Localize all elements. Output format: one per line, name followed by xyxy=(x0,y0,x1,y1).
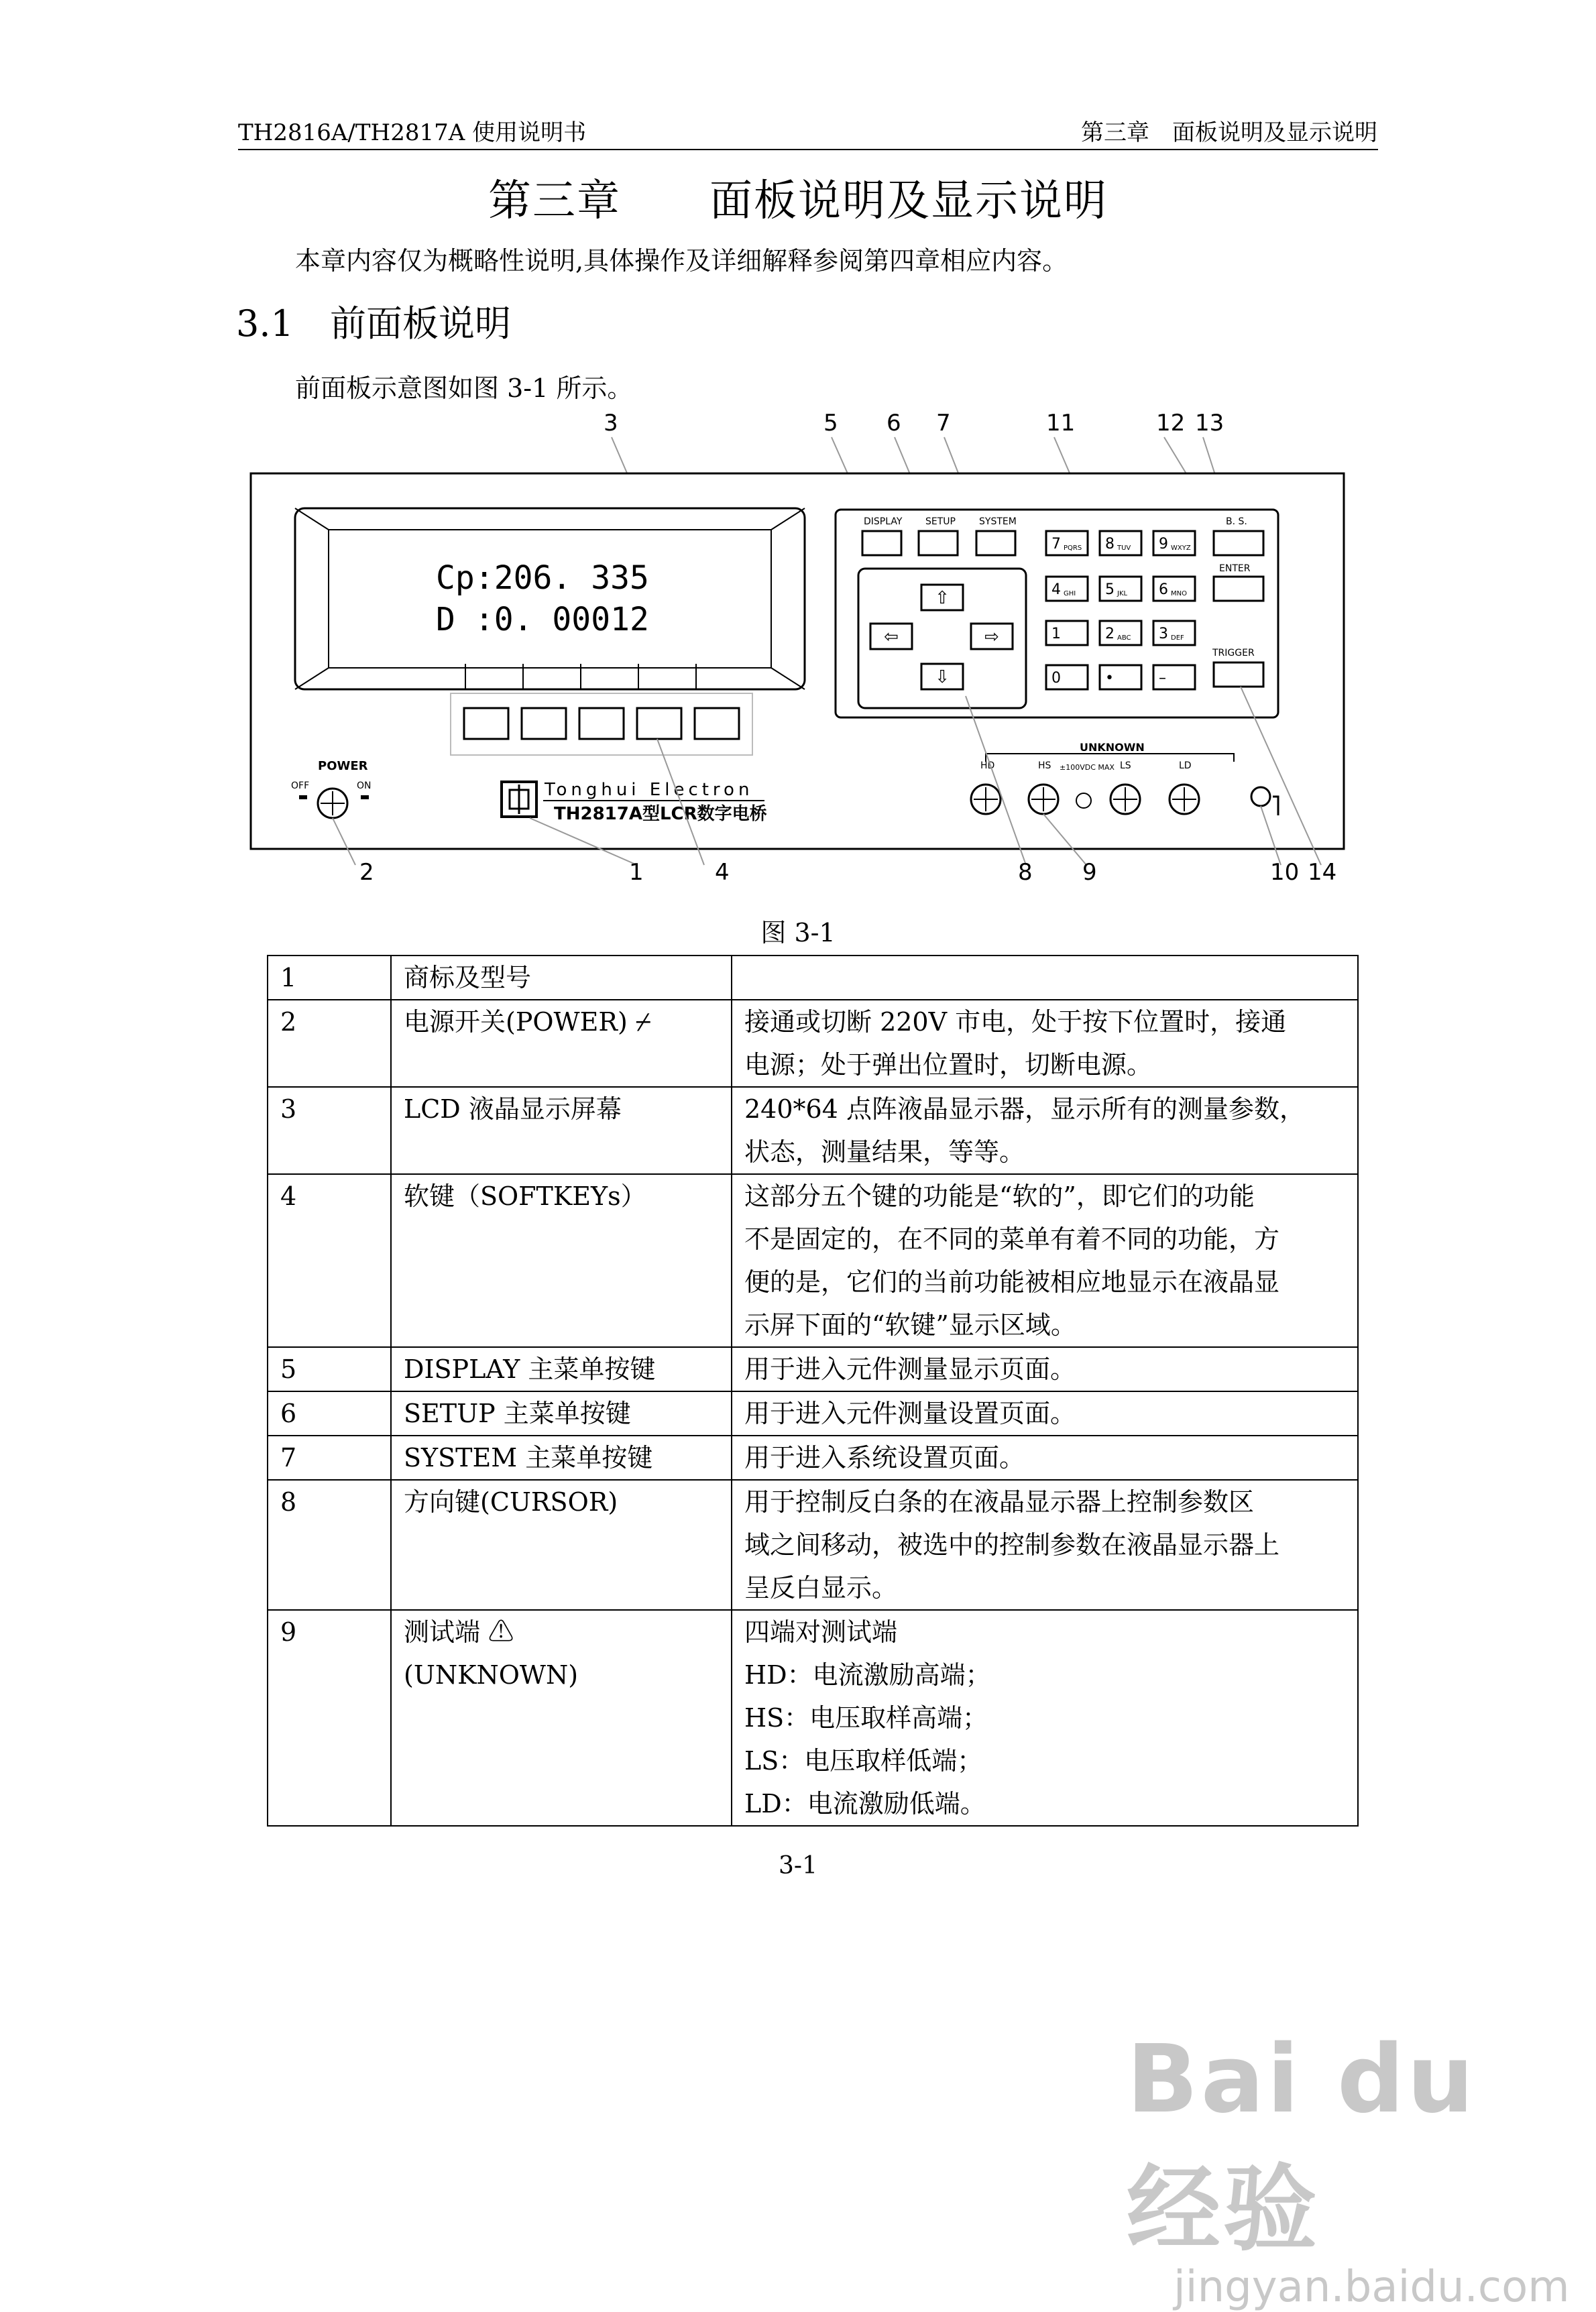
item-name: 电源开关(POWER) ⌿ xyxy=(404,1007,651,1037)
system-key-label: SYSTEM xyxy=(979,516,1017,527)
brand-name: Tonghui Electron xyxy=(545,780,754,800)
item-description-line: 240*64 点阵液晶显示器，显示所有的测量参数， xyxy=(744,1094,1305,1124)
item-description-cell xyxy=(732,1391,1358,1436)
callout-10: 10 xyxy=(1270,859,1300,886)
svg-text:⇧: ⇧ xyxy=(935,588,950,608)
max-voltage-label: ±100VDC MAX xyxy=(1060,763,1115,772)
num-key-digit: 3 xyxy=(1159,626,1168,642)
item-description-line: 便的是，它们的当前功能被相应地显示在液晶显 xyxy=(744,1267,1280,1297)
callout-3: 3 xyxy=(604,410,618,437)
item-description-line: LD：电流激励低端。 xyxy=(744,1789,986,1818)
num-key-digit: • xyxy=(1105,670,1114,687)
callout-7: 7 xyxy=(936,410,951,437)
callout-13: 13 xyxy=(1195,410,1224,437)
item-description-line: 用于控制反白条的在液晶显示器上控制参数区 xyxy=(744,1487,1255,1517)
header-rule xyxy=(238,149,1378,150)
item-description-line: 示屏下面的“软键”显示区域。 xyxy=(744,1310,1076,1340)
section-title: 前面板说明 xyxy=(330,302,511,345)
callout-1: 1 xyxy=(629,859,644,886)
item-number: 4 xyxy=(268,1174,391,1347)
front-panel-figure xyxy=(235,409,1361,899)
panel-description-table xyxy=(267,955,1359,1827)
item-name-cell xyxy=(391,1174,732,1347)
num-key-letters: WXYZ xyxy=(1171,544,1191,552)
item-name: 商标及型号 xyxy=(404,963,532,992)
callout-9: 9 xyxy=(1082,859,1097,886)
num-key-digit: 6 xyxy=(1159,581,1168,598)
softkey-4 xyxy=(637,708,681,739)
terminal-ld-label: LD xyxy=(1179,760,1192,771)
item-name: (UNKNOWN) xyxy=(404,1660,579,1690)
num-key-digit: 2 xyxy=(1105,626,1115,642)
table-row xyxy=(268,1391,1358,1436)
item-description-line: 用于进入元件测量显示页面。 xyxy=(744,1354,1076,1384)
setup-key xyxy=(919,531,958,555)
watermark-brand: Bai du 经验 xyxy=(1127,2025,1477,2264)
num-key-digit: – xyxy=(1159,670,1166,687)
callout-6: 6 xyxy=(887,410,901,437)
baidu-watermark xyxy=(1127,2025,1596,2312)
item-name-cell xyxy=(391,956,732,1000)
bs-key xyxy=(1214,531,1263,555)
item-name-cell xyxy=(391,1610,732,1826)
item-number: 3 xyxy=(268,1087,391,1174)
softkey-5 xyxy=(695,708,739,739)
num-key-letters: PQRS xyxy=(1064,544,1082,552)
num-key-digit: 7 xyxy=(1051,536,1061,553)
item-description-cell xyxy=(732,1610,1358,1826)
display-key xyxy=(862,531,901,555)
item-description-line xyxy=(744,956,1345,999)
lcd-line-1: Cp:206. 335 xyxy=(436,559,649,597)
svg-text:⇨: ⇨ xyxy=(984,627,999,647)
section-number: 3.1 xyxy=(236,302,294,345)
num-key-digit: 8 xyxy=(1105,536,1115,553)
figure-caption: 图 3-1 xyxy=(760,918,836,947)
item-description-cell xyxy=(732,1087,1358,1174)
item-description-line: 状态，测量结果，等等。 xyxy=(744,1137,1025,1167)
off-label: OFF xyxy=(291,781,310,791)
svg-text:⇦: ⇦ xyxy=(884,627,899,647)
item-number: 6 xyxy=(268,1391,391,1436)
item-description-cell xyxy=(732,1480,1358,1610)
figure-intro: 前面板示意图如图 3-1 所示。 xyxy=(295,373,633,403)
ground-terminal xyxy=(1251,787,1270,806)
callout-11: 11 xyxy=(1046,410,1076,437)
num-key-digit: 4 xyxy=(1051,581,1061,598)
callout-8: 8 xyxy=(1018,859,1033,886)
terminal-hs-label: HS xyxy=(1038,760,1051,771)
num-key-letters: MNO xyxy=(1171,590,1187,597)
num-key-digit: 0 xyxy=(1051,670,1061,687)
item-description-line: 呈反白显示。 xyxy=(744,1573,898,1603)
item-name: 软键（SOFTKEYs） xyxy=(404,1181,646,1211)
setup-key-label: SETUP xyxy=(925,516,956,527)
num-key-letters: JKL xyxy=(1117,590,1128,597)
section-heading xyxy=(236,295,511,347)
table-row xyxy=(268,956,1358,1000)
table-row xyxy=(268,1610,1358,1826)
lcd-line-2: D :0. 00012 xyxy=(436,601,649,638)
item-number: 1 xyxy=(268,956,391,1000)
item-description-cell xyxy=(732,1174,1358,1347)
item-name-cell xyxy=(391,1436,732,1480)
num-key-digit: 5 xyxy=(1105,581,1115,598)
item-name-cell xyxy=(391,1000,732,1087)
item-description-cell xyxy=(732,956,1358,1000)
num-key-letters: GHI xyxy=(1064,590,1076,597)
item-description-line: HS：电压取样高端； xyxy=(744,1703,988,1733)
softkey-1 xyxy=(464,708,508,739)
table-row xyxy=(268,1436,1358,1480)
display-key-label: DISPLAY xyxy=(864,516,903,527)
table-row xyxy=(268,1347,1358,1391)
item-description-line: 电源；处于弹出位置时，切断电源。 xyxy=(744,1050,1153,1080)
item-name-cell xyxy=(391,1480,732,1610)
model-name: TH2817A型LCR数字电桥 xyxy=(554,804,767,824)
item-name: 测试端 ⚠ xyxy=(404,1617,514,1647)
item-name-cell xyxy=(391,1087,732,1174)
item-description-line: LS：电压取样低端； xyxy=(744,1746,983,1776)
item-number: 8 xyxy=(268,1480,391,1610)
softkey-3 xyxy=(579,708,624,739)
item-number: 7 xyxy=(268,1436,391,1480)
power-label: POWER xyxy=(318,759,368,773)
item-description-line: HD：电流激励高端； xyxy=(744,1660,991,1690)
table-row xyxy=(268,1480,1358,1610)
item-name: LCD 液晶显示屏幕 xyxy=(404,1094,622,1124)
item-number: 2 xyxy=(268,1000,391,1087)
item-name: SYSTEM 主菜单按键 xyxy=(404,1443,653,1472)
callout-5: 5 xyxy=(823,410,838,437)
num-key-letters: ABC xyxy=(1117,634,1131,642)
softkey-2 xyxy=(522,708,566,739)
page-number: 3-1 xyxy=(779,1852,817,1880)
table-row xyxy=(268,1174,1358,1347)
callout-14: 14 xyxy=(1308,859,1337,886)
trigger-key xyxy=(1214,662,1263,687)
header-left: TH2816A/TH2817A 使用说明书 xyxy=(238,119,587,146)
num-key-letters: TUV xyxy=(1117,544,1131,552)
item-description-line: 这部分五个键的功能是“软的”，即它们的功能 xyxy=(744,1181,1255,1211)
callout-2: 2 xyxy=(359,859,374,886)
item-name-cell xyxy=(391,1347,732,1391)
svg-text:⇩: ⇩ xyxy=(935,667,950,687)
trigger-key-label: TRIGGER xyxy=(1212,648,1255,658)
callout-4: 4 xyxy=(715,859,730,886)
item-name-cell xyxy=(391,1391,732,1436)
item-description-line: 域之间移动，被选中的控制参数在液晶显示器上 xyxy=(744,1530,1280,1560)
intro-paragraph: 本章内容仅为概略性说明,具体操作及详细解释参阅第四章相应内容。 xyxy=(295,246,1068,276)
unknown-label: UNKNOWN xyxy=(1080,741,1145,754)
bs-key-label: B. S. xyxy=(1226,516,1247,527)
item-description-line: 接通或切断 220V 市电，处于按下位置时，接通 xyxy=(744,1007,1287,1037)
num-key-letters: DEF xyxy=(1171,634,1184,642)
item-description-cell xyxy=(732,1347,1358,1391)
callout-12: 12 xyxy=(1156,410,1186,437)
item-description-cell xyxy=(732,1436,1358,1480)
table-row xyxy=(268,1000,1358,1087)
table-row xyxy=(268,1087,1358,1174)
header-right: 第三章 面板说明及显示说明 xyxy=(1081,119,1377,146)
num-key-digit: 1 xyxy=(1051,626,1061,642)
item-description-line: 四端对测试端 xyxy=(744,1617,898,1647)
chapter-title: 第三章 面板说明及显示说明 xyxy=(488,176,1108,226)
enter-key-label: ENTER xyxy=(1219,563,1251,574)
num-key-digit: 9 xyxy=(1159,536,1168,553)
system-key xyxy=(976,531,1015,555)
item-number: 5 xyxy=(268,1347,391,1391)
item-name: 方向键(CURSOR) xyxy=(404,1487,618,1517)
item-name: SETUP 主菜单按键 xyxy=(404,1399,631,1428)
item-description-cell xyxy=(732,1000,1358,1087)
enter-key xyxy=(1214,577,1263,601)
item-number: 9 xyxy=(268,1610,391,1826)
item-description-line: 不是固定的，在不同的菜单有着不同的功能，方 xyxy=(744,1224,1280,1254)
item-description-line: 用于进入系统设置页面。 xyxy=(744,1443,1025,1472)
terminal-hd-label: HD xyxy=(980,760,995,771)
item-name: DISPLAY 主菜单按键 xyxy=(404,1354,656,1384)
on-label: ON xyxy=(357,781,372,791)
watermark-url: jingyan.baidu.com xyxy=(1174,2262,1570,2312)
item-description-line: 用于进入元件测量设置页面。 xyxy=(744,1399,1076,1428)
terminal-ls-label: LS xyxy=(1120,760,1131,771)
